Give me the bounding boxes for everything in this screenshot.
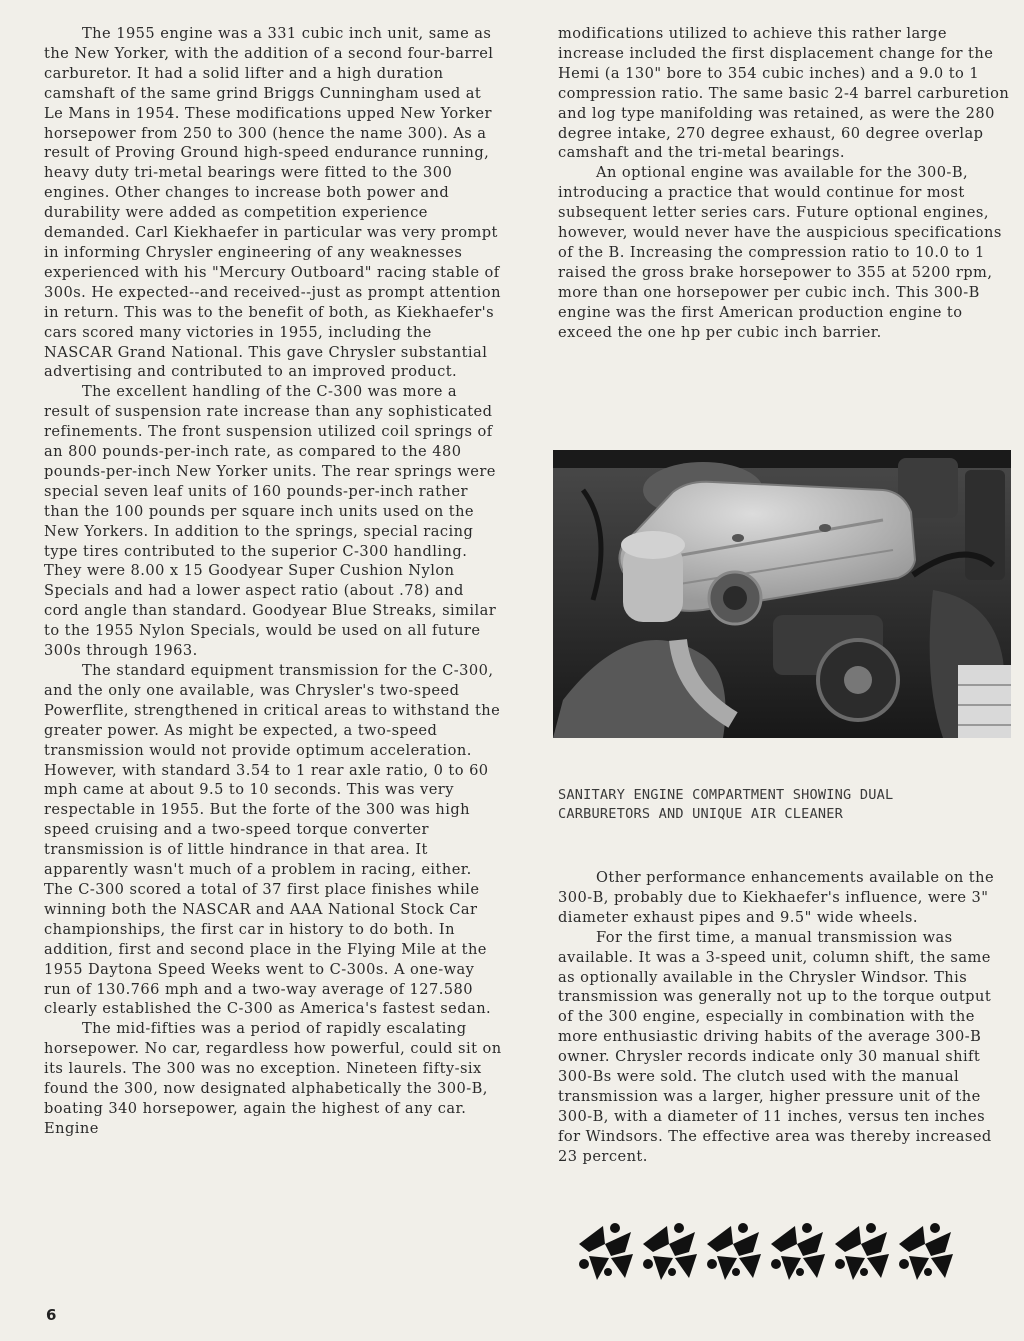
engine-compartment-photo	[553, 450, 1011, 738]
paragraph-mid-fifties: The mid-fifties was a period of rapidly escalating horsepower. No car, regardless how powerful, could sit on its laurels. The 300 was no exception. Nineteen fifty-six found the 300, now designated alphabetically the 300-B, boating 340 horsepower, again the highest of any car. Engine	[44, 1020, 502, 1137]
paragraph-modifications-continued: modifications utilized to achieve this rather large increase included the first displacement change for the Hemi (a 130" bore to 354 cubic inches) and a 9.0 to 1 compression ratio. The same basic 2-4 barrel carburetion and log type manifolding was retained, as were the 280 degree intake, 270 degree exhaust, 60 degree overlap camshaft and the tri-metal bearings.	[558, 25, 1010, 162]
right-text-column-top	[558, 24, 1010, 343]
paragraph-manual-transmission: For the first time, a manual transmission was available. It was a 3-speed unit, column shift, the same as optionally available in the Chrysler Windsor. This transmission was generally not up to the torque output of the 300 engine, especially in combination with the more enthusiastic driving habits of the average 300-B owner. Chrysler records indicate only 30 manual shift 300-Bs were sold. The clutch used with the manual transmission was a larger, higher pressure unit of the 300-B, with a diameter of 11 inches, versus ten inches for Windsors. The effective area was thereby increased 23 percent.	[558, 928, 992, 1165]
paragraph-engine-1955: The 1955 engine was a 331 cubic inch unit, same as the New Yorker, with the addition of a second four-barrel carburetor. It had a solid lifter and a high duration camshaft of the same grind Briggs Cunningham used at Le Mans in 1954. These modifications upped New Yorker horsepower from 250 to 300 (hence the name 300). As a result of Proving Ground high-speed endurance running, heavy duty tri-metal bearings were fitted to the 300 engines. Other changes to increase both power and durability were added as competition experience demanded. Carl Kiekhaefer in particular was very prompt in informing Chrysler engineering of any weaknesses experienced with his "Mercury Outboard" racing stable of 300s. He expected--and received--just as prompt attention in return. This was to the benefit of both, as Kiekhaefer's cars scored many victories in 1955, including the NASCAR Grand National. This gave Chrysler substantial advertising and contributed to an improved product.	[44, 25, 501, 381]
caption-line-2: CARBURETORS AND UNIQUE AIR CLEANER	[558, 806, 844, 822]
page-number: 6	[46, 1306, 57, 1324]
paragraph-optional-engine: An optional engine was available for the 300-B, introducing a practice that would continue for most subsequent letter series cars. Future optional engines, however, would never have the auspicious specifications of the B. Increasing the compression ratio to 10.0 to 1 raised the gross brake horsepower to 355 at 5200 rpm, more than one horsepower per cubic inch. This 300-B engine was the first American production engine to exceed the one hp per cubic inch barrier.	[558, 164, 1002, 341]
caption-line-1: SANITARY ENGINE COMPARTMENT SHOWING DUAL	[558, 787, 894, 803]
right-text-column-bottom	[558, 868, 1006, 1167]
geometric-pattern-icon	[575, 1222, 965, 1286]
decorative-ornament	[575, 1222, 965, 1286]
paragraph-performance-enhancements: Other performance enhancements available on the 300-B, probably due to Kiekhaefer's influence, were 3" diameter exhaust pipes and 9.5" wide wheels.	[558, 869, 995, 926]
photo-caption	[558, 786, 998, 824]
paragraph-transmission: The standard equipment transmission for the C-300, and the only one available, was Chrysler's two-speed Powerflite, strengthened in critical areas to withstand the greater power. As might be expected, a two-speed transmission would not provide optimum acceleration. However, with standard 3.54 to 1 rear axle ratio, 0 to 60 mph came at about 9.5 to 10 seconds. This was very respectable in 1955. But the forte of the 300 was high speed cruising and a two-speed torque converter transmission is of little hindrance in that area. It apparently wasn't much of a problem in racing, either. The C-300 scored a total of 37 first place finishes while winning both the NASCAR and AAA National Stock Car championships, the first car in history to do both. In addition, first and second place in the Flying Mile at the 1955 Daytona Speed Weeks went to C-300s. A one-way run of 130.766 mph and a two-way average of 127.580 clearly established the C-300 as America's fastest sedan.	[44, 662, 501, 1018]
left-text-column	[44, 24, 502, 1139]
paragraph-handling: The excellent handling of the C-300 was more a result of suspension rate increase than any sophisticated refinements. The front suspension utilized coil springs of an 800 pounds-per-inch rate, as compared to the 480 pounds-per-inch New Yorker units. The rear springs were special seven leaf units of 160 pounds-per-inch rather than the 100 pounds per square inch units used on the New Yorkers. In addition to the springs, special racing type tires contributed to the superior C-300 handling. They were 8.00 x 15 Goodyear Super Cushion Nylon Specials and had a lower aspect ratio (about .78) and cord angle than standard. Goodyear Blue Streaks, similar to the 1955 Nylon Specials, would be used on all future 300s through 1963.	[44, 383, 497, 660]
